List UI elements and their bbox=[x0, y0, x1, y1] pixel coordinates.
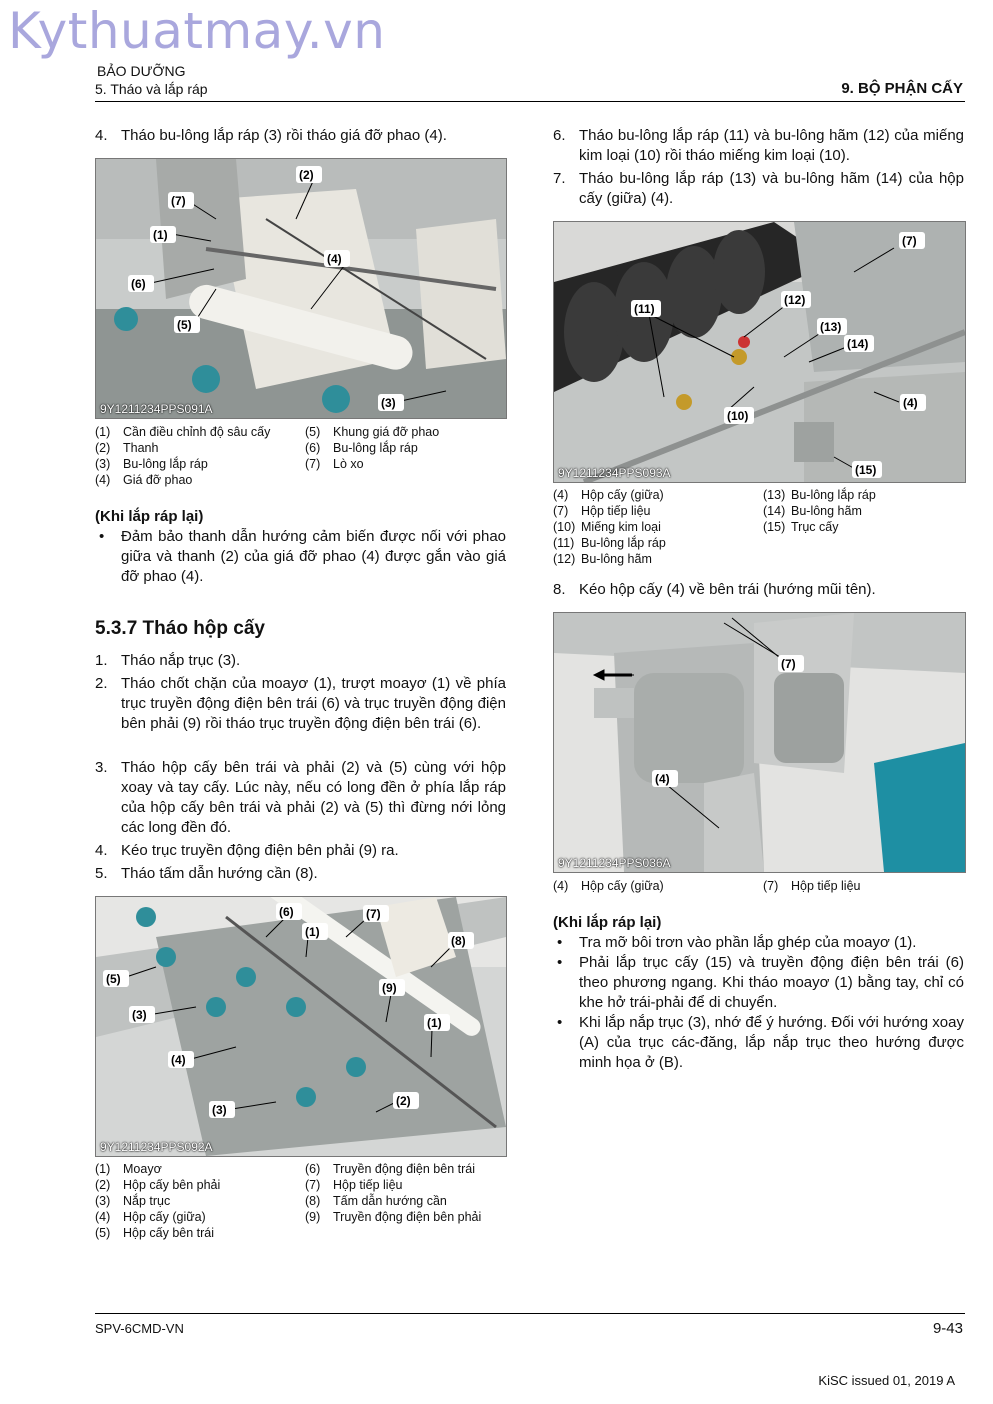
callout-6: (6) bbox=[279, 905, 294, 919]
figure-pull-case bbox=[553, 612, 966, 873]
callout-7: (7) bbox=[781, 657, 796, 671]
legend-item: (2) Hộp cấy bên phải bbox=[95, 1178, 221, 1192]
legend-item: (4) Giá đỡ phao bbox=[95, 473, 193, 487]
callout-7: (7) bbox=[171, 194, 186, 208]
callout-4: (4) bbox=[327, 252, 342, 266]
legend-item: (4) Hộp cấy (giữa) bbox=[95, 1210, 206, 1224]
legend-item: (2) Thanh bbox=[95, 441, 159, 455]
step-4b: 4. Kéo trục truyền động điện bên phải (9) ra. bbox=[95, 842, 399, 859]
callout-2: (2) bbox=[299, 168, 314, 182]
step-5: 5. Tháo tấm dẫn hướng cần (8). bbox=[95, 865, 318, 882]
reassembly-heading: (Khi lắp ráp lại) bbox=[553, 914, 662, 931]
callout-10: (10) bbox=[727, 409, 749, 423]
legend-item: (14) Bu-lông hãm bbox=[763, 504, 862, 518]
reassembly-bullet: • Phải lắp trục cấy (15) và truyền động điện bên trái (6) theo phương ngang. Khi tháo moayơ (1) bằng tay, chỉ có khe hở trái-phải để di chuyển. bbox=[557, 954, 964, 1011]
step-4 bbox=[95, 126, 506, 146]
figure-legend bbox=[95, 424, 506, 490]
reassembly-heading: (Khi lắp ráp lại) bbox=[95, 508, 204, 525]
legend-item: (7) Hộp tiếp liệu bbox=[305, 1178, 403, 1192]
step-number: 4. bbox=[95, 127, 108, 144]
step-1: 1. Tháo nắp trục (3). bbox=[95, 652, 241, 669]
figure-legend bbox=[553, 878, 964, 896]
legend-item: (3) Nắp trục bbox=[95, 1194, 171, 1208]
callout-5: (5) bbox=[177, 318, 192, 332]
legend-item: (11) Bu-lông lắp ráp bbox=[553, 536, 666, 550]
header-chapter: 9. BỘ PHẬN CẤY bbox=[841, 80, 963, 97]
legend-item: (1) Moayơ bbox=[95, 1162, 162, 1176]
legend-item: (5) Hộp cấy bên trái bbox=[95, 1226, 215, 1240]
callout-11: (11) bbox=[634, 302, 655, 316]
figure-code: 9Y1211234PPS036A bbox=[558, 856, 671, 870]
footer-issued: KiSC issued 01, 2019 A bbox=[818, 1373, 955, 1388]
figure-metal-plate bbox=[553, 221, 966, 483]
callout-1b: (1) bbox=[427, 1016, 442, 1030]
legend-item: (15) Trục cấy bbox=[763, 520, 839, 534]
figure-planting-cases bbox=[95, 896, 507, 1157]
callout-7: (7) bbox=[366, 907, 381, 921]
figure-float-support bbox=[95, 158, 507, 419]
legend-item: (1) Cần điều chỉnh độ sâu cấy bbox=[95, 425, 271, 439]
legend-item: (12) Bu-lông hãm bbox=[553, 552, 652, 566]
header-divider bbox=[95, 101, 965, 102]
legend-item: (6) Bu-lông lắp ráp bbox=[305, 441, 418, 455]
legend-item: (9) Truyền động điện bên phải bbox=[305, 1210, 482, 1224]
callout-2: (2) bbox=[396, 1094, 411, 1108]
callout-4: (4) bbox=[903, 396, 918, 410]
footer-divider bbox=[95, 1313, 965, 1314]
callout-4: (4) bbox=[171, 1053, 186, 1067]
legend-item: (7) Lò xo bbox=[305, 457, 364, 471]
legend-item: (3) Bu-lông lắp ráp bbox=[95, 457, 208, 471]
step-text: Tháo bu-lông lắp ráp (3) rồi tháo giá đỡ phao (4). bbox=[121, 127, 447, 144]
header-section: BẢO DƯỠNG bbox=[97, 63, 186, 79]
legend-item: (4) Hộp cấy (giữa) bbox=[553, 879, 664, 893]
legend-item: (13) Bu-lông lắp ráp bbox=[763, 488, 876, 502]
legend-item: (7) Hộp tiếp liệu bbox=[553, 504, 651, 518]
legend-item: (6) Truyền động điện bên trái bbox=[305, 1162, 475, 1176]
page-number: 9-43 bbox=[932, 1320, 963, 1337]
step-6: 6. Tháo bu-lông lắp ráp (11) và bu-lông hãm (12) của miếng kim loại (10) rồi tháo miếng kim loại (10). bbox=[553, 127, 964, 164]
callout-1: (1) bbox=[153, 228, 168, 242]
callout-5: (5) bbox=[106, 972, 121, 986]
reassembly-bullet: • Tra mỡ bôi trơn vào phần lắp ghép của moayơ (1). bbox=[557, 934, 917, 951]
step-7: 7. Tháo bu-lông lắp ráp (13) và bu-lông hãm (14) của hộp cấy (giữa) (4). bbox=[553, 170, 964, 207]
callout-3: (3) bbox=[381, 396, 396, 410]
figure-legend bbox=[95, 1161, 506, 1243]
legend-item: (5) Khung giá đỡ phao bbox=[305, 425, 440, 439]
callout-1: (1) bbox=[305, 925, 320, 939]
figure-code: 9Y1211234PPS091A bbox=[100, 402, 213, 416]
callout-12: (12) bbox=[784, 293, 806, 307]
watermark: Kythuatmay.vn bbox=[8, 2, 386, 60]
figure-code: 9Y1211234PPS092A bbox=[100, 1140, 213, 1154]
callout-8: (8) bbox=[451, 934, 466, 948]
legend-item: (8) Tấm dẫn hướng cần bbox=[305, 1194, 447, 1208]
callout-15: (15) bbox=[855, 463, 877, 477]
callout-13: (13) bbox=[820, 320, 842, 334]
footer-model: SPV-6CMD-VN bbox=[95, 1321, 184, 1336]
callout-7: (7) bbox=[902, 234, 917, 248]
callout-3: (3) bbox=[132, 1008, 147, 1022]
callout-9: (9) bbox=[382, 981, 397, 995]
callout-4: (4) bbox=[655, 772, 670, 786]
step-2: 2. Tháo chốt chặn của moayơ (1), trượt moayơ (1) về phía trục truyền động điện bên trái (6) và trục truyền động điện bên phải (9) rồi tháo trục truyền động điện bên trái (6). bbox=[95, 675, 506, 732]
reassembly-bullet: • Đảm bảo thanh dẫn hướng cảm biến được nối với phao giữa và thanh (2) của giá đỡ phao (4) được gắn vào giá đỡ phao (4). bbox=[99, 528, 506, 585]
step-8: 8. Kéo hộp cấy (4) về bên trái (hướng mũi tên). bbox=[553, 581, 876, 598]
section-title: 5.3.7 Tháo hộp cấy bbox=[95, 618, 265, 639]
callout-6: (6) bbox=[131, 277, 146, 291]
figure-legend bbox=[553, 487, 964, 567]
header-subsection: 5. Tháo và lắp ráp bbox=[95, 81, 208, 97]
figure-code: 9Y1211234PPS093A bbox=[558, 466, 671, 480]
reassembly-bullet: • Khi lắp nắp trục (3), nhớ để ý hướng. Đối với hướng xoay (A) của trục các-đăng, lắp nắp trục theo hướng được minh họa ở (B). bbox=[557, 1014, 964, 1071]
callout-14: (14) bbox=[847, 337, 869, 351]
step-3: 3. Tháo hộp cấy bên trái và phải (2) và (5) cùng với hộp xoay và tay cấy. Lúc này, nếu có long đền ở phía lắp ráp của hộp cấy bên trái và phải (2) và (5) thì đừng nới lỏng các long đền đó. bbox=[95, 759, 506, 836]
legend-item: (7) Hộp tiếp liệu bbox=[763, 879, 861, 893]
callout-3b: (3) bbox=[212, 1103, 227, 1117]
legend-item: (10) Miếng kim loại bbox=[553, 520, 661, 534]
legend-item: (4) Hộp cấy (giữa) bbox=[553, 488, 664, 502]
